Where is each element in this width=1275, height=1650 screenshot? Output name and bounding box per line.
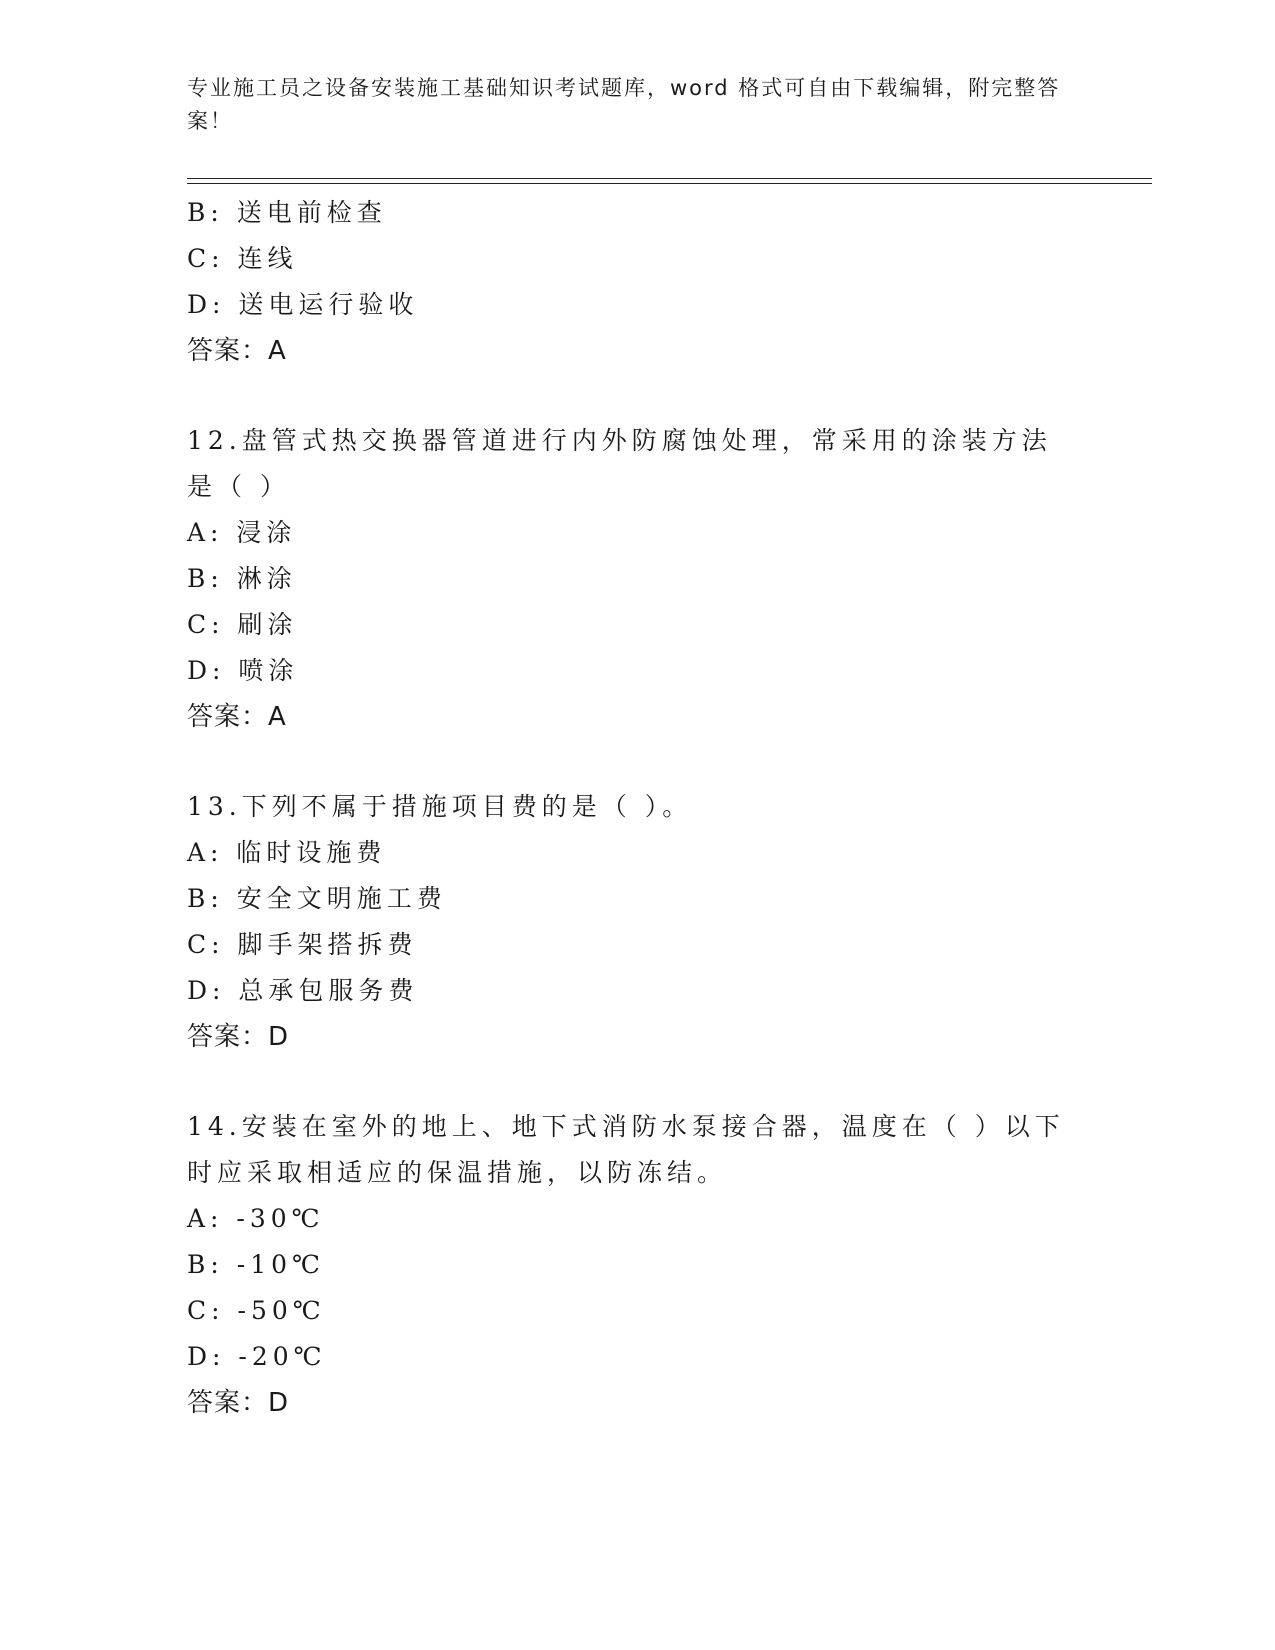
answer-line: 答案：A: [187, 702, 287, 732]
answer-line: 答案：D: [187, 1388, 290, 1418]
option-c: C: 脚手架搭拆费: [187, 930, 418, 959]
option-a: A: 临时设施费: [187, 838, 387, 867]
option-a: A: 浸涂: [187, 518, 297, 547]
option-d: D: -20℃: [187, 1342, 327, 1371]
question-list: [187, 190, 1087, 1426]
question-block-12: [187, 418, 1087, 740]
option-b: B: 安全文明施工费: [187, 884, 447, 913]
answer-line: 答案：A: [187, 336, 287, 366]
question-text: 12.盘管式热交换器管道进行内外防腐蚀处理，常采用的涂装方法是（ ）: [187, 426, 1052, 501]
document-header: 专业施工员之设备安装施工基础知识考试题库，word 格式可自由下载编辑，附完整答案！: [187, 76, 1061, 133]
question-text: 14.安装在室外的地上、地下式消防水泵接合器，温度在（ ）以下时应采取相适应的保温措施，以防冻结。: [187, 1112, 1065, 1187]
option-a: A: -30℃: [187, 1204, 325, 1233]
option-d: D: 送电运行验收: [187, 290, 419, 319]
question-block-13: [187, 784, 1087, 1060]
option-c: C: 刷涂: [187, 610, 298, 639]
header-divider-top: [187, 178, 1152, 179]
option-b: B: 淋涂: [187, 564, 297, 593]
option-b: B: -10℃: [187, 1250, 325, 1279]
option-d: D: 喷涂: [187, 656, 299, 685]
question-text: 13.下列不属于措施项目费的是（ ）。: [187, 792, 693, 821]
option-d: D: 总承包服务费: [187, 976, 419, 1005]
option-b: B: 送电前检查: [187, 198, 387, 227]
header-divider-bottom: [187, 183, 1152, 184]
question-block-11-partial: [187, 190, 1087, 374]
answer-line: 答案：D: [187, 1022, 290, 1052]
option-c: C: -50℃: [187, 1296, 326, 1325]
option-c: C: 连线: [187, 244, 298, 273]
question-block-14: [187, 1104, 1087, 1426]
